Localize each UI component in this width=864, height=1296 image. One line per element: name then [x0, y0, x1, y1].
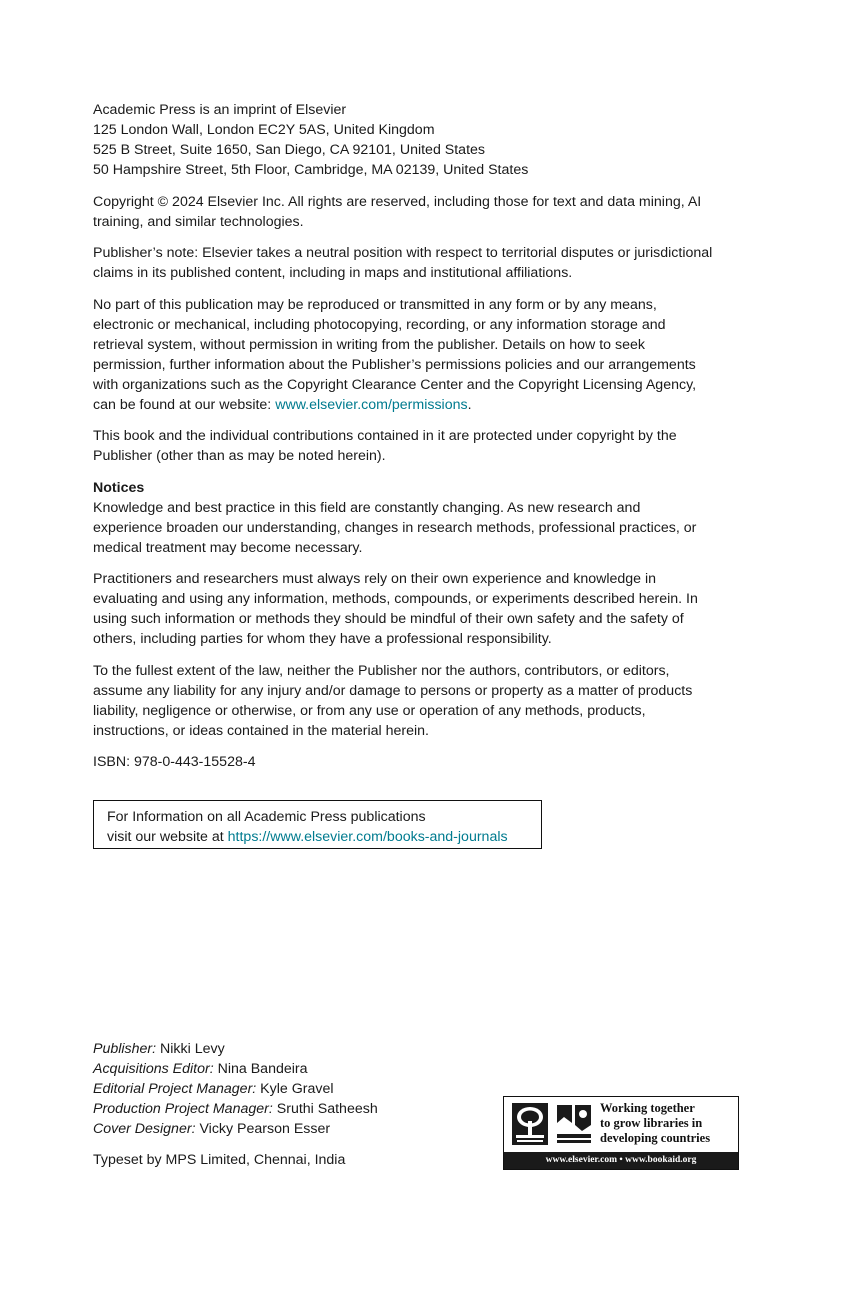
isbn: ISBN: 978-0-443-15528-4: [93, 754, 256, 770]
book-aid-logo-icon: [554, 1103, 594, 1145]
bookaid-urls: www.elsevier.com • www.bookaid.org: [504, 1152, 738, 1169]
credit-line: [93, 1039, 473, 1059]
info-box-line-1: For Information on all Academic Press publications: [107, 809, 426, 825]
address-line: Academic Press is an imprint of Elsevier: [93, 102, 347, 118]
books-and-journals-link[interactable]: https://www.elsevier.com/books-and-journals: [227, 829, 508, 845]
notices-section: [93, 478, 713, 558]
address-line: 525 B Street, Suite 1650, San Diego, CA 92101, United States: [93, 142, 485, 158]
reproduction-end: .: [467, 396, 472, 413]
notices-paragraph-3: To the fullest extent of the law, neither the Publisher nor the authors, contributors, or editors, assume any liability for any injury and/or damage to persons or property as a matter of products liability, negligence or otherwise, or from any use or operation of any methods, products, instructions, or ideas contained in the material herein.: [93, 662, 693, 739]
credits-list: [93, 1039, 473, 1139]
typeset-credit: Typeset by MPS Limited, Chennai, India: [93, 1152, 346, 1168]
credit-role: Editorial Project Manager:: [93, 1081, 257, 1097]
address-line: 50 Hampshire Street, 5th Floor, Cambridge, MA 02139, United States: [93, 162, 529, 178]
credit-line: [93, 1119, 473, 1139]
credit-line: [93, 1059, 473, 1079]
address-line: 125 London Wall, London EC2Y 5AS, United Kingdom: [93, 122, 435, 138]
info-box-prefix: visit our website at: [107, 829, 228, 845]
credit-line: [93, 1099, 473, 1119]
info-box-line-2: [107, 827, 541, 847]
credit-name: Vicky Pearson Esser: [195, 1121, 331, 1137]
notices-paragraph-2: Practitioners and researchers must always rely on their own experience and knowledge in evaluating and using any information, methods, compounds, or experiments described herein. In using such information or methods they should be mindful of their own safety and the safety of others, including parties for whom they have a professional responsibility.: [93, 571, 698, 647]
publisher-address: [93, 100, 713, 180]
credit-name: Sruthi Satheesh: [272, 1101, 378, 1117]
book-protection-notice: This book and the individual contributions contained in it are protected under copyright by the Publisher (other than as may be noted herein).: [93, 428, 677, 464]
permissions-link[interactable]: www.elsevier.com/permissions: [275, 396, 468, 413]
reproduction-text: No part of this publication may be reproduced or transmitted in any form or by any means, electronic or mechanical, including photocopying, recording, or any information storage and retrieval system, without permission in writing from the publisher. Details on how to seek permission, further information about the Publisher’s permissions policies and our arrangements with organizations such as the Copyright Clearance Center and the Copyright Licensing Agency, can be found at our website:: [93, 296, 697, 413]
info-box: [93, 800, 542, 849]
credit-name: Kyle Gravel: [256, 1081, 334, 1097]
credit-role: Publisher:: [93, 1041, 157, 1057]
credit-name: Nikki Levy: [156, 1041, 225, 1057]
bookaid-banner: [503, 1096, 739, 1170]
notices-heading: Notices: [93, 479, 145, 496]
reproduction-notice: [93, 295, 713, 415]
copyright-notice: Copyright © 2024 Elsevier Inc. All rights are reserved, including those for text and data mining, AI training, and similar technologies.: [93, 193, 702, 230]
credit-role: Acquisitions Editor:: [93, 1061, 214, 1077]
publishers-note: Publisher’s note: Elsevier takes a neutral position with respect to territorial disputes or jurisdictional claims in its published content, including in maps and institutional affiliations.: [93, 245, 713, 281]
bookaid-tagline: [600, 1101, 736, 1146]
tagline-line: developing countries: [600, 1131, 711, 1145]
tagline-line: Working together: [600, 1101, 695, 1115]
copyright-page-body: [93, 100, 713, 784]
elsevier-tree-logo-icon: [512, 1103, 548, 1145]
notices-paragraph-1: Knowledge and best practice in this field are constantly changing. As new research and experience broaden our understanding, changes in research methods, professional practices, or medical treatment may become necessary.: [93, 499, 697, 556]
credit-name: Nina Bandeira: [213, 1061, 308, 1077]
credit-line: [93, 1079, 473, 1099]
credit-role: Production Project Manager:: [93, 1101, 273, 1117]
credit-role: Cover Designer:: [93, 1121, 196, 1137]
tagline-line: to grow libraries in: [600, 1116, 703, 1130]
